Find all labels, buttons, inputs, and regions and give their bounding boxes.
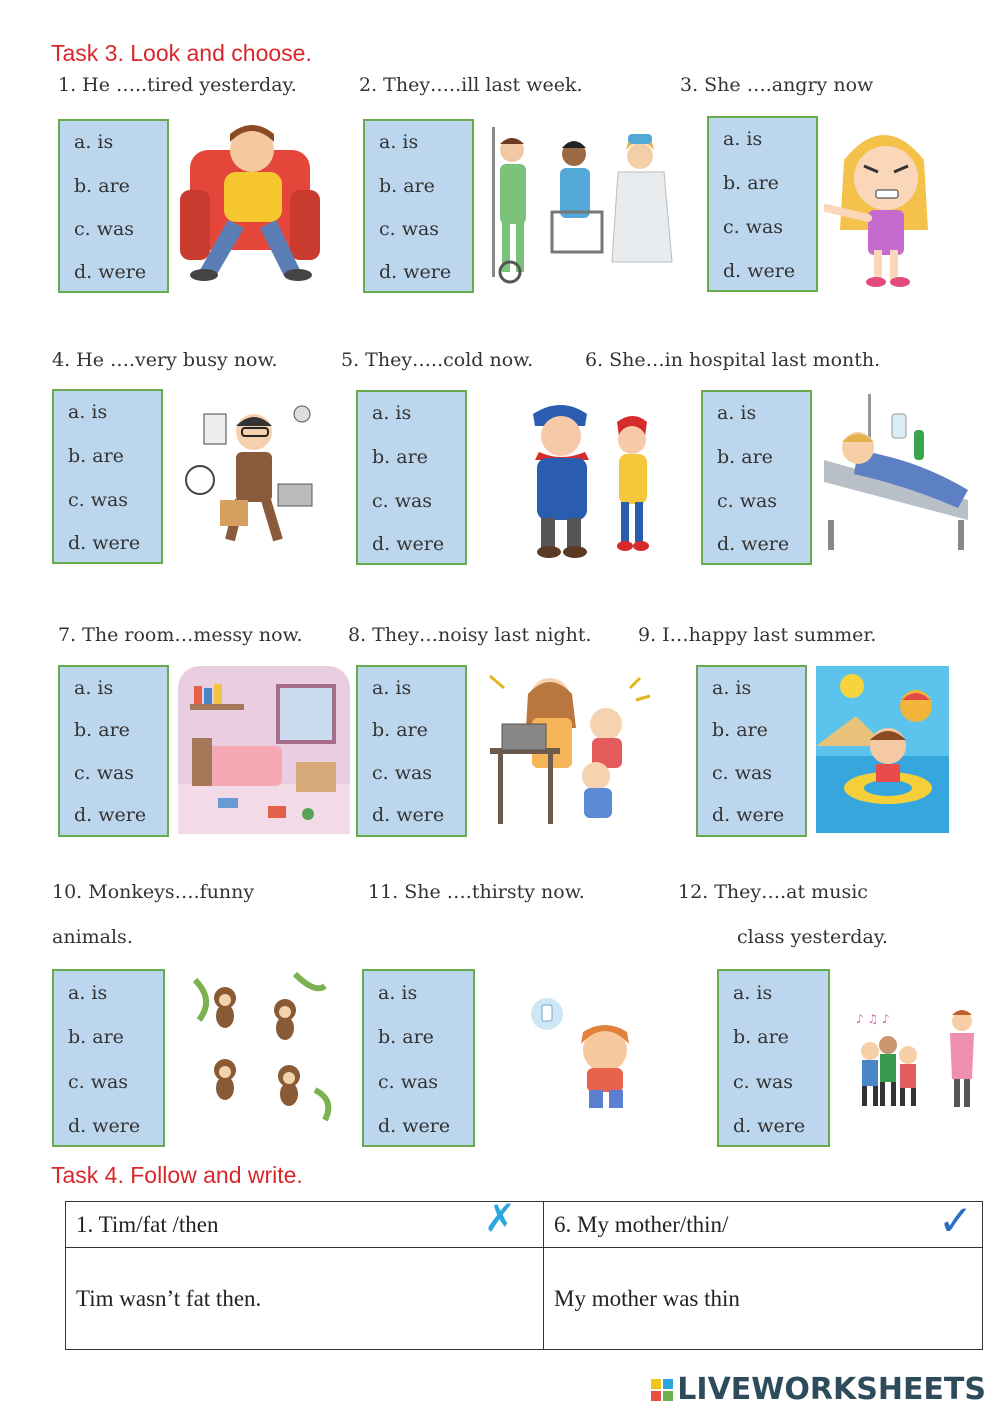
prompt-cell-1 [66, 1202, 544, 1248]
options-box-4 [52, 389, 163, 564]
prompt-cell-2 [544, 1202, 983, 1248]
option-a[interactable]: a. is [379, 131, 419, 153]
option-d[interactable]: d. were [68, 532, 141, 554]
option-b[interactable]: b. are [378, 1026, 434, 1048]
option-a[interactable]: a. is [733, 982, 773, 1004]
option-a[interactable]: a. is [378, 982, 418, 1004]
answer-1: Tim wasn’t fat then. [76, 1285, 262, 1311]
thirsty-girl-icon [527, 996, 639, 1114]
answer-cell-2[interactable] [544, 1248, 983, 1350]
music-class-icon [850, 1005, 985, 1115]
options-box-8 [356, 665, 467, 837]
question-12: 12. They….at music [678, 881, 868, 903]
option-a[interactable]: a. is [68, 401, 108, 423]
option-d[interactable]: d. were [74, 261, 147, 283]
question-9: 9. I…happy last summer. [638, 624, 877, 646]
options-box-1 [58, 119, 169, 293]
monkeys-icon [185, 970, 337, 1122]
option-c[interactable]: c. was [717, 490, 778, 512]
option-c[interactable]: c. was [68, 489, 129, 511]
option-c[interactable]: c. was [712, 762, 773, 784]
liveworksheets-logo [651, 1372, 986, 1407]
options-box-10 [52, 969, 165, 1147]
hospital-girl-icon [818, 390, 978, 560]
noisy-kids-icon [480, 668, 660, 833]
beach-boy-icon [816, 666, 949, 833]
question-12-cont: class yesterday. [737, 926, 889, 948]
options-box-12 [717, 969, 830, 1147]
option-d[interactable]: d. were [372, 804, 445, 826]
option-d[interactable]: d. were [723, 260, 796, 282]
angry-girl-icon [824, 120, 944, 290]
option-b[interactable]: b. are [379, 175, 435, 197]
option-d[interactable]: d. were [68, 1115, 141, 1137]
option-d[interactable]: d. were [372, 533, 445, 555]
svg-text:♪ ♫ ♪: ♪ ♫ ♪ [856, 1012, 890, 1026]
option-b[interactable]: b. are [723, 172, 779, 194]
options-box-5 [356, 390, 467, 565]
options-box-2 [363, 119, 474, 293]
option-a[interactable]: a. is [74, 131, 114, 153]
option-c[interactable]: c. was [733, 1071, 794, 1093]
option-a[interactable]: a. is [723, 128, 763, 150]
option-b[interactable]: b. are [74, 719, 130, 741]
question-8: 8. They…noisy last night. [348, 624, 592, 646]
question-6: 6. She…in hospital last month. [585, 349, 881, 371]
option-b[interactable]: b. are [717, 446, 773, 468]
option-d[interactable]: d. were [74, 804, 147, 826]
question-3: 3. She ….angry now [680, 74, 874, 96]
option-a[interactable]: a. is [712, 677, 752, 699]
option-d[interactable]: d. were [378, 1115, 451, 1137]
messy-room-icon [178, 666, 350, 834]
busy-man-icon [182, 400, 322, 550]
option-c[interactable]: c. was [74, 218, 135, 240]
option-b[interactable]: b. are [733, 1026, 789, 1048]
liveworksheets-logo-icon [651, 1374, 673, 1396]
task4-table [65, 1201, 983, 1350]
option-c[interactable]: c. was [379, 218, 440, 240]
option-a[interactable]: a. is [372, 677, 412, 699]
question-7: 7. The room…messy now. [58, 624, 303, 646]
check-mark-icon: ✓ [938, 1196, 974, 1245]
question-10: 10. Monkeys….funny [52, 881, 255, 903]
question-5: 5. They…..cold now. [341, 349, 534, 371]
task4-title: Task 4. Follow and write. [51, 1162, 303, 1188]
question-4: 4. He ….very busy now. [52, 349, 278, 371]
task3-title: Task 3. Look and choose. [51, 40, 312, 66]
option-b[interactable]: b. are [372, 719, 428, 741]
answer-2: My mother was thin [554, 1285, 740, 1311]
question-11: 11. She ….thirsty now. [368, 881, 585, 903]
option-b[interactable]: b. are [68, 1026, 124, 1048]
question-2: 2. They…..ill last week. [359, 74, 583, 96]
question-1: 1. He …..tired yesterday. [58, 74, 297, 96]
option-a[interactable]: a. is [717, 402, 757, 424]
option-d[interactable]: d. were [733, 1115, 806, 1137]
option-a[interactable]: a. is [74, 677, 114, 699]
option-a[interactable]: a. is [372, 402, 412, 424]
option-c[interactable]: c. was [74, 762, 135, 784]
options-box-6 [701, 390, 812, 565]
option-c[interactable]: c. was [723, 216, 784, 238]
cold-kids-icon [515, 396, 660, 561]
options-box-7 [58, 665, 169, 837]
option-b[interactable]: b. are [712, 719, 768, 741]
option-c[interactable]: c. was [378, 1071, 439, 1093]
cross-mark-icon: ✗ [484, 1196, 516, 1240]
options-box-9 [696, 665, 807, 837]
option-c[interactable]: c. was [372, 490, 433, 512]
option-b[interactable]: b. are [74, 175, 130, 197]
option-b[interactable]: b. are [68, 445, 124, 467]
option-a[interactable]: a. is [68, 982, 108, 1004]
options-box-11 [362, 969, 475, 1147]
option-c[interactable]: c. was [68, 1071, 129, 1093]
answer-cell-1[interactable] [66, 1248, 544, 1350]
prompt-2: 6. My mother/thin/ [554, 1211, 729, 1237]
option-d[interactable]: d. were [379, 261, 452, 283]
option-c[interactable]: c. was [372, 762, 433, 784]
option-b[interactable]: b. are [372, 446, 428, 468]
question-10-cont: animals. [52, 926, 133, 948]
tired-man-icon [180, 120, 320, 285]
options-box-3 [707, 116, 818, 292]
brand-text: LIVEWORKSHEETS [677, 1372, 986, 1407]
option-d[interactable]: d. were [712, 804, 785, 826]
prompt-1: 1. Tim/fat /then [76, 1211, 219, 1237]
sick-kids-icon [488, 122, 678, 287]
option-d[interactable]: d. were [717, 533, 790, 555]
